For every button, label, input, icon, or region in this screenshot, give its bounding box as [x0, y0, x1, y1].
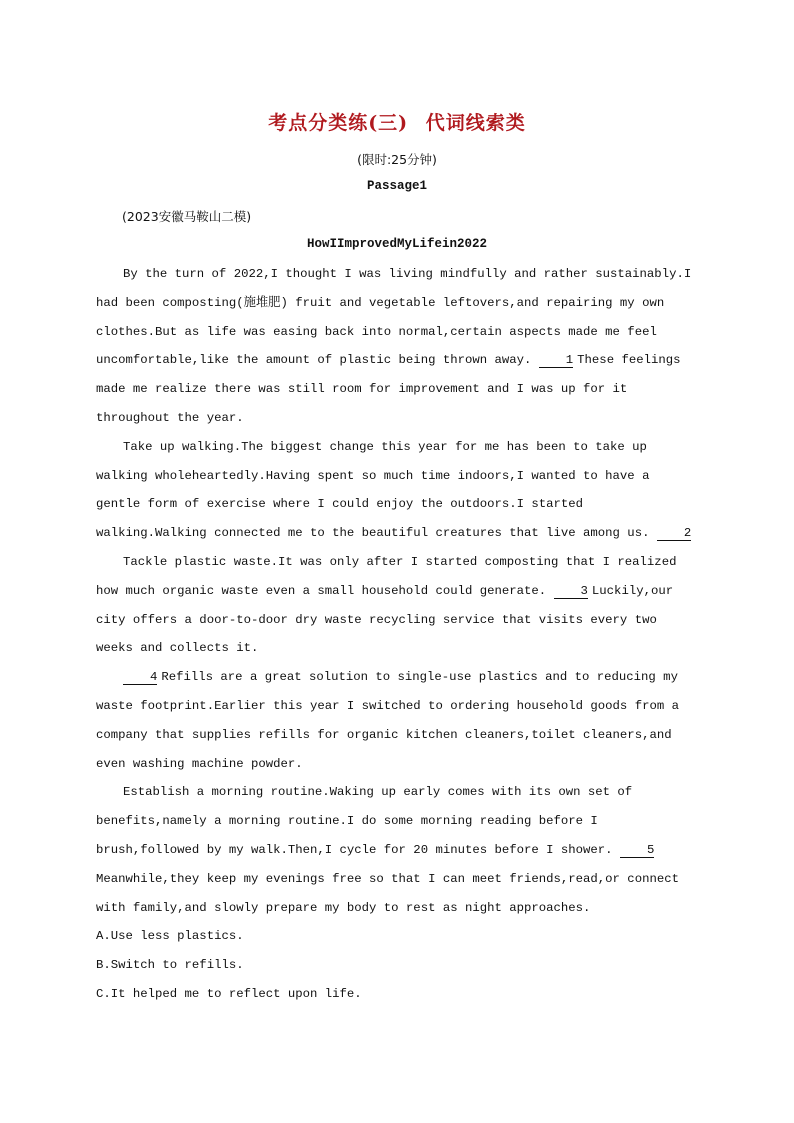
paragraph-text: Meanwhile,they keep my evenings free so that I can meet friends,read,or connect with family,and slowly prepare my body to rest as night approaches.: [96, 871, 679, 915]
time-limit: (限时:25分钟): [357, 152, 437, 167]
option-c: C.It helped me to reflect upon life.: [96, 986, 362, 1001]
paragraph-text: Refills are a great solution to single-use plastics and to reducing my waste footprint.Earlier this year I switched to ordering household goods from a company that supplies refills for organic kitchen cleaners,toilet cleaners,and even washing machine powder.: [96, 670, 679, 771]
paragraph-text: Tackle plastic waste.It was only after I started composting that I realized how much organic waste even a small household could generate.: [96, 554, 677, 598]
paragraph-text: Luckily,our city offers a door-to-door dry waste recycling service that visits every two weeks and collects it.: [96, 583, 674, 656]
passage-source: (2023安徽马鞍山二模): [122, 209, 252, 224]
paragraph-4: [96, 663, 696, 778]
paragraph-3: [96, 548, 696, 663]
blank-5[interactable]: 5: [620, 844, 654, 858]
page-title: 考点分类练(三) 代词线索类: [268, 112, 526, 134]
paragraph-text: Establish a morning routine.Waking up early comes with its own set of benefits,namely a morning routine.I do some morning reading before I brush,followed by my walk.Then,I cycle for 20 minutes before I shower.: [96, 785, 633, 857]
blank-3[interactable]: 3: [554, 585, 588, 599]
passage-label: Passage1: [366, 179, 427, 193]
option-a: A.Use less plastics.: [96, 929, 244, 944]
paragraph-text: Take up walking.The biggest change this year for me has been to take up walking wholeheartedly.Having spent so much time indoors,I wanted to have a gentle form of exercise where I could enjoy the outdoors.I started walking.Walking connected me to the beautiful creatures that live among us.: [96, 439, 650, 541]
blank-4[interactable]: 4: [123, 671, 157, 685]
paragraph-5: [96, 778, 696, 922]
paragraph-2: [96, 433, 696, 548]
article-title: HowIImprovedMyLifein2022: [306, 237, 488, 251]
paragraph-text: These feelings made me realize there was still room for improvement and I was up for it throughout the year.: [96, 353, 681, 425]
option-b: B.Switch to refills.: [96, 958, 244, 973]
paragraph-1: [96, 260, 696, 433]
passage-body: [96, 260, 696, 1009]
blank-2[interactable]: 2: [657, 527, 691, 541]
blank-1[interactable]: 1: [539, 354, 573, 368]
paragraph-text: By the turn of 2022,I thought I was living mindfully and rather sustainably.I had been composting(施堆肥) fruit and vegetable leftovers,and repairing my own clothes.But as life was easing back into normal,certain aspects made me feel uncomfortable,like the amount of plastic being thrown away.: [96, 267, 692, 368]
